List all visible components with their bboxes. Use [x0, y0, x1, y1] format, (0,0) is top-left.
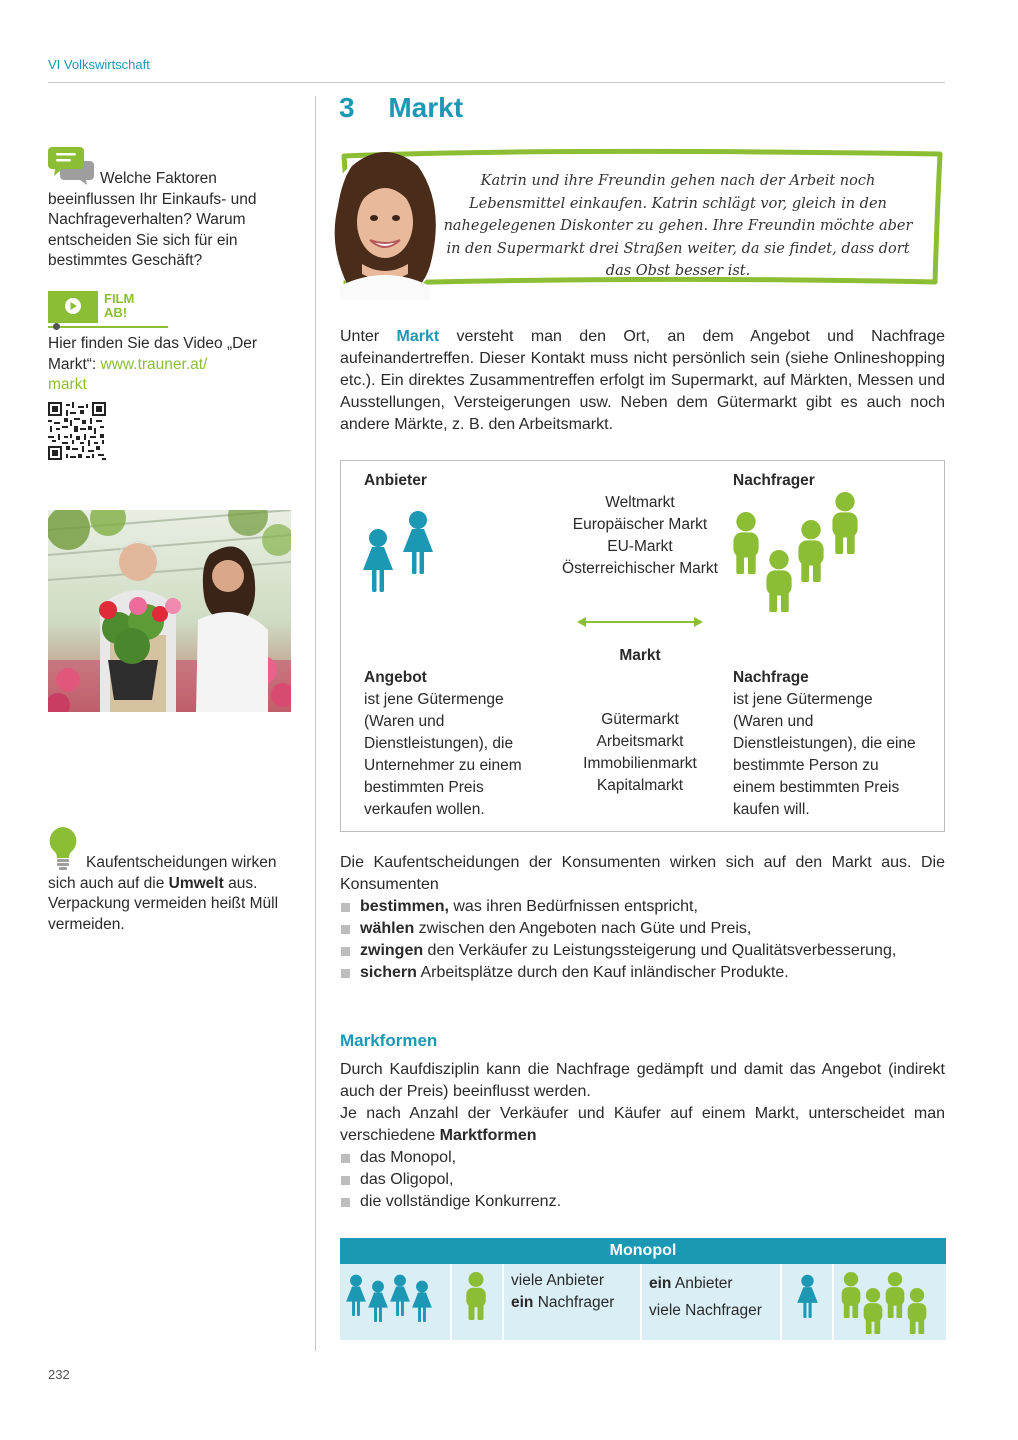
list-item — [340, 1147, 945, 1169]
one-buyer-icon — [464, 1272, 490, 1322]
marktformen-p2-text: Je nach Anzahl der Verkäufer und Käufer auf einem Markt, unterscheidet man verschiedene — [340, 1105, 945, 1144]
nachfrage-title: Nachfrage — [733, 669, 809, 686]
tip-text-bold: Umwelt — [168, 874, 224, 892]
chapter-number: 3 — [339, 92, 355, 123]
marktformen-body — [340, 1059, 945, 1213]
cell-divider — [450, 1264, 452, 1340]
film-text — [48, 334, 293, 396]
right-line2: viele Nachfrager — [649, 1302, 762, 1319]
monopol-table-row — [340, 1264, 946, 1340]
qr-code[interactable] — [48, 402, 106, 460]
markt-label — [560, 645, 720, 667]
consumers-section — [340, 852, 945, 984]
marktformen-p2 — [340, 1103, 945, 1147]
cell-divider — [502, 1264, 504, 1340]
list-item-bold: bestimmen, — [360, 898, 449, 915]
nachfrager-icons — [731, 492, 861, 614]
angebot-definition — [364, 667, 532, 821]
katrin-portrait — [322, 146, 448, 300]
angebot-text: ist jene Gütermenge (Waren und Dienstleistungen), die Unternehmer zu einem bestimmten Preis verkaufen wollen. — [364, 691, 522, 818]
sidebar-question-text: Welche Faktoren beeinflussen Ihr Einkaufs- und Nachfrageverhalten? Warum entscheiden Sie sich für ein bestimmtes Geschäft? — [48, 170, 257, 269]
left-line2 — [511, 1292, 639, 1314]
nachfrage-definition — [733, 667, 923, 821]
marktformen-heading-text: Markformen — [340, 1031, 438, 1050]
marktformen-list — [340, 1147, 945, 1213]
page-number — [48, 1367, 70, 1382]
monopol-table — [340, 1238, 946, 1340]
list-item-bold: zwingen — [360, 942, 424, 959]
list-item-text: das Oligopol, — [360, 1171, 454, 1188]
anbieter-text: Anbieter — [364, 472, 427, 489]
page-number-text: 232 — [48, 1367, 70, 1382]
list-item-bold: sichern — [360, 964, 417, 981]
market-geo-item: Weltmarkt — [605, 494, 675, 511]
many-buyers-icons — [840, 1272, 932, 1338]
market-type-item: Kapitalmarkt — [596, 777, 684, 794]
intro-paragraph — [340, 326, 945, 436]
film-label-line2: AB! — [104, 305, 128, 320]
film-label-line1: FILM — [104, 291, 135, 306]
section-label: VI Volkswirtschaft — [48, 57, 150, 72]
film-text-body: Hier finden Sie das Video „Der Markt“: — [48, 335, 258, 373]
header-rule — [48, 82, 945, 83]
cell-divider — [832, 1264, 834, 1340]
sidebar-question — [48, 169, 293, 272]
many-sellers-icons — [346, 1274, 442, 1322]
running-header — [48, 57, 150, 72]
marktformen-p1: Durch Kaufdisziplin kann die Nachfrage gedämpft und damit das Angebot (indirekt auch der Preis) beeinflusst werden. — [340, 1061, 945, 1100]
monopol-header-text: Monopol — [609, 1242, 677, 1259]
marktformen-heading — [340, 1031, 437, 1051]
list-item-text: was ihren Bedürfnissen entspricht, — [448, 898, 698, 915]
film-label — [104, 292, 134, 320]
monopol-table-header — [340, 1238, 946, 1264]
list-item — [340, 1191, 945, 1213]
film-badge-dot — [53, 323, 60, 330]
sidebar-photo-flower-shop — [48, 510, 291, 712]
list-item — [340, 896, 945, 918]
film-link-part1: www.trauner.at/ — [100, 355, 208, 373]
list-item-text: die vollständige Konkurrenz. — [360, 1193, 562, 1210]
market-type-list — [560, 709, 720, 797]
list-item-bold: wählen — [360, 920, 415, 937]
film-badge — [48, 291, 98, 323]
nachfrager-text: Nachfrager — [733, 472, 815, 489]
anbieter-icons — [362, 510, 442, 592]
left-line2-bold: ein — [511, 1294, 534, 1311]
film-link-part2: markt — [48, 376, 87, 393]
markt-text: Markt — [619, 647, 661, 664]
right-line1 — [649, 1270, 779, 1297]
list-item — [340, 940, 945, 962]
monopol-left-text — [511, 1270, 639, 1314]
play-icon — [48, 291, 98, 323]
list-item-text: das Monopol, — [360, 1149, 457, 1166]
anbieter-label — [364, 470, 427, 492]
monopol-right-text — [649, 1270, 779, 1324]
right-line1-bold: ein — [649, 1275, 672, 1292]
marktformen-p2-bold: Marktformen — [439, 1127, 537, 1144]
list-item — [340, 962, 945, 984]
story-body: Katrin und ihre Freundin gehen nach der Arbeit noch Lebensmittel einkaufen. Katrin schlägt vor, gleich in den nahegelegenen Diskonter zu gehen. Ihre Freundin möchte aber in den Supermarkt drei Straßen weiter, da sie findet, dass dort das Obst besser ist. — [443, 173, 913, 279]
market-geo-list — [560, 492, 720, 580]
market-type-item: Immobilienmarkt — [583, 755, 697, 772]
cell-divider — [780, 1264, 782, 1340]
list-item — [340, 1169, 945, 1191]
intro-start: Unter — [340, 328, 397, 345]
intro-term: Markt — [396, 328, 440, 345]
market-geo-item: Österreichischer Markt — [562, 560, 718, 577]
tip-text-end: aus. Verpackung vermeiden heißt Müll vermeiden. — [48, 874, 279, 933]
one-seller-icon — [796, 1274, 820, 1320]
right-line1-text: Anbieter — [671, 1275, 733, 1292]
intro-rest: versteht man den Ort, an dem Angebot und Nachfrage aufeinandertreffen. Dieser Kontakt muss nicht persönlich sein (siehe Onlineshopping etc.). Ein direktes Zusammentreffen erfolgt im Supermarkt, auf Märkten, Messen und Ausstellungen, Versteigerungen usw. Neben dem Gütermarkt gibt es auch noch andere Märkte, z. B. den Arbeitsmarkt. — [340, 328, 945, 433]
market-geo-item: EU-Markt — [607, 538, 673, 555]
nachfrage-text: ist jene Gütermenge (Waren und Dienstleistungen), die eine bestimmte Person zu einem bestimmten Preis kaufen will. — [733, 691, 916, 818]
double-arrow-icon — [577, 615, 703, 629]
list-item — [340, 918, 945, 940]
left-line2-text: Nachfrager — [533, 1294, 615, 1311]
market-type-item: Gütermarkt — [601, 711, 679, 728]
chapter-title — [339, 92, 463, 124]
chapter-name: Markt — [388, 92, 464, 123]
tip-text-start: Kaufentscheidungen wirken sich auch auf die — [48, 854, 277, 892]
list-item-text: Arbeitsplätze durch den Kauf inländischer Produkte. — [416, 964, 789, 981]
angebot-title: Angebot — [364, 669, 427, 686]
list-item-text: zwischen den Angeboten nach Güte und Preis, — [414, 920, 752, 937]
cell-divider — [640, 1264, 642, 1340]
market-geo-item: Europäischer Markt — [572, 516, 708, 533]
nachfrager-label — [733, 470, 815, 492]
film-badge-line — [48, 326, 168, 328]
column-divider — [315, 96, 316, 1351]
consumers-list — [340, 896, 945, 984]
story-text — [440, 170, 916, 283]
sidebar-tip — [48, 853, 293, 935]
left-line1: viele Anbieter — [511, 1272, 605, 1289]
list-item-text: den Verkäufer zu Leistungssteigerung und Qualitätsverbesserung, — [423, 942, 897, 959]
consumers-lead: Die Kaufentscheidungen der Konsumenten wirken sich auf den Markt aus. Die Konsumenten — [340, 854, 945, 893]
market-type-item: Arbeitsmarkt — [596, 733, 684, 750]
